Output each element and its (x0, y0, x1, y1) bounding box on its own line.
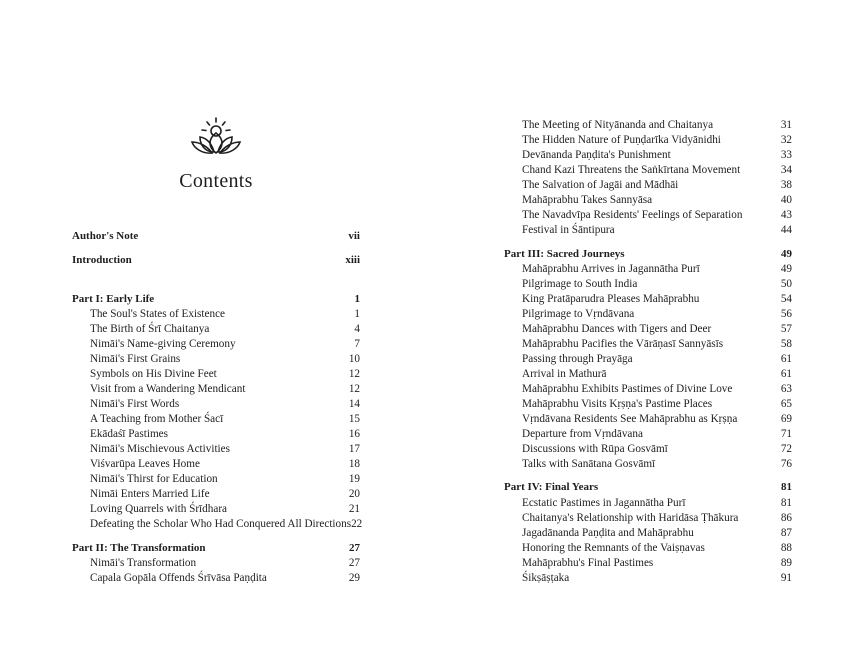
chapter-page: 54 (780, 293, 792, 305)
chapter-page: 4 (354, 323, 360, 335)
toc-chapter-entry[interactable] (522, 118, 792, 133)
chapter-label: The Salvation of Jagāi and Mādhāi (522, 179, 679, 191)
chapter-label: Mahāprabhu Pacifies the Vārāṇasī Sannyāsīs (522, 338, 724, 350)
part-page: 81 (781, 481, 792, 493)
toc-chapter-entry[interactable] (522, 367, 792, 382)
chapter-page: 12 (348, 368, 360, 380)
toc-chapter-entry[interactable] (522, 457, 792, 472)
part-title: Part IV: Final Years (504, 481, 599, 493)
toc-chapter-entry[interactable] (90, 427, 360, 442)
chapter-label: The Meeting of Nityānanda and Chaitanya (522, 119, 714, 131)
toc-chapter-entry[interactable] (522, 412, 792, 427)
toc-chapter-entry[interactable] (90, 502, 360, 517)
chapter-page: 63 (780, 383, 792, 395)
chapter-page: 34 (780, 164, 792, 176)
chapter-label: Pilgrimage to South India (522, 278, 638, 290)
toc-chapter-entry[interactable] (90, 397, 360, 412)
chapter-page: 86 (780, 512, 792, 524)
chapter-page: 81 (780, 497, 792, 509)
toc-chapter-entry[interactable] (90, 487, 360, 502)
part-title: Part II: The Transformation (72, 542, 206, 554)
chapter-page: 58 (780, 338, 792, 350)
chapter-label: The Birth of Śrī Chaitanya (90, 323, 210, 335)
toc-chapter-entry[interactable] (522, 322, 792, 337)
toc-chapter-entry[interactable] (522, 133, 792, 148)
toc-chapter-entry[interactable] (90, 442, 360, 457)
chapter-page: 31 (780, 119, 792, 131)
toc-chapter-entry[interactable] (522, 208, 792, 223)
chapter-label: Ekādaśī Pastimes (90, 428, 168, 440)
chapter-label: King Pratāparudra Pleases Mahāprabhu (522, 293, 700, 305)
toc-chapter-entry[interactable] (90, 307, 360, 322)
part-heading-3[interactable] (504, 247, 792, 262)
entry-label: Author's Note (72, 230, 139, 242)
chapter-page: 50 (780, 278, 792, 290)
chapter-label: Nimāi's Thirst for Education (90, 473, 218, 485)
chapter-page: 40 (780, 194, 792, 206)
chapter-label: Viśvarūpa Leaves Home (90, 458, 200, 470)
toc-chapter-entry[interactable] (522, 223, 792, 238)
chapter-label: Jagadānanda Paṇḍita and Mahāprabhu (522, 527, 694, 539)
toc-chapter-entry[interactable] (90, 472, 360, 487)
chapter-page: 12 (348, 383, 360, 395)
chapter-page: 1 (354, 308, 360, 320)
part-page: 49 (781, 248, 792, 260)
chapter-page: 22 (351, 518, 363, 530)
chapter-page: 15 (348, 413, 360, 425)
entry-page: vii (348, 230, 360, 242)
chapter-label: The Soul's States of Existence (90, 308, 225, 320)
toc-chapter-entry[interactable] (522, 148, 792, 163)
toc-chapter-entry[interactable] (522, 382, 792, 397)
contents-title: Contents (179, 170, 253, 192)
toc-chapter-entry[interactable] (522, 397, 792, 412)
toc-chapter-entry[interactable] (90, 367, 360, 382)
chapter-label: Mahāprabhu Exhibits Pastimes of Divine Love (522, 383, 733, 395)
chapter-label: A Teaching from Mother Śacī (90, 413, 224, 425)
chapter-label: The Navadvīpa Residents' Feelings of Separation (522, 209, 743, 221)
chapter-page: 71 (780, 428, 792, 440)
chapter-label: Passing through Prayāga (522, 353, 633, 365)
chapter-label: Mahāprabhu Takes Sannyāsa (522, 194, 653, 206)
chapter-label: Loving Quarrels with Śrīdhara (90, 503, 228, 515)
chapter-page: 69 (780, 413, 792, 425)
toc-chapter-entry[interactable] (522, 526, 792, 541)
part-title: Part I: Early Life (72, 293, 155, 305)
chapter-page: 89 (780, 557, 792, 569)
part-heading-2[interactable] (72, 541, 360, 556)
chapter-label: Devānanda Paṇḍita's Punishment (522, 149, 671, 161)
toc-chapter-entry[interactable] (522, 541, 792, 556)
chapter-page: 44 (780, 224, 792, 236)
toc-chapter-entry[interactable] (522, 163, 792, 178)
part-page: 27 (349, 542, 360, 554)
chapter-label: The Hidden Nature of Puṇḍarīka Vidyānidhi (522, 134, 721, 146)
toc-chapter-entry[interactable] (522, 178, 792, 193)
chapter-label: Vṛndāvana Residents See Mahāprabhu as Kṛṣṇa (522, 413, 738, 425)
entry-label: Introduction (72, 254, 132, 266)
chapter-label: Chand Kazi Threatens the Saṅkīrtana Movement (522, 164, 741, 176)
chapter-label: Nimāi Enters Married Life (90, 488, 210, 500)
chapter-page: 65 (780, 398, 792, 410)
toc-chapter-entry[interactable] (90, 517, 363, 532)
toc-chapter-entry[interactable] (522, 511, 792, 526)
entry-page: xiii (345, 254, 360, 266)
toc-chapter-entry[interactable] (522, 337, 792, 352)
chapter-label: Nimāi's Transformation (90, 557, 197, 569)
toc-chapter-entry[interactable] (522, 496, 792, 511)
chapter-page: 91 (780, 572, 792, 584)
chapter-page: 10 (348, 353, 360, 365)
chapter-label: Mahāprabhu Visits Kṛṣṇa's Pastime Places (522, 398, 713, 410)
chapter-page: 16 (348, 428, 360, 440)
toc-chapter-entry[interactable] (90, 322, 360, 337)
toc-entry-introduction[interactable] (72, 253, 360, 268)
chapter-label: Capala Gopāla Offends Śrīvāsa Paṇḍita (90, 572, 267, 584)
chapter-label: Discussions with Rūpa Gosvāmī (522, 443, 668, 455)
chapter-page: 32 (780, 134, 792, 146)
chapter-label: Nimāi's Mischievous Activities (90, 443, 230, 455)
chapter-page: 61 (780, 353, 792, 365)
toc-chapter-entry[interactable] (90, 571, 360, 586)
toc-entry-authors-note[interactable] (72, 229, 360, 244)
toc-chapter-entry[interactable] (522, 442, 792, 457)
toc-chapter-entry[interactable] (522, 292, 792, 307)
toc-chapter-entry[interactable] (90, 457, 360, 472)
chapter-label: Ecstatic Pastimes in Jagannātha Purī (522, 497, 686, 509)
chapter-page: 14 (348, 398, 360, 410)
right-page (432, 0, 864, 648)
chapter-label: Talks with Sanātana Gosvāmī (522, 458, 656, 470)
chapter-label: Nimāi's First Words (90, 398, 180, 410)
chapter-label: Mahāprabhu Dances with Tigers and Deer (522, 323, 712, 335)
toc-chapter-entry[interactable] (90, 352, 360, 367)
chapter-label: Chaitanya's Relationship with Haridāsa Ṭhākura (522, 512, 739, 524)
chapter-page: 17 (348, 443, 360, 455)
chapter-page: 27 (348, 557, 360, 569)
chapter-page: 76 (780, 458, 792, 470)
toc-chapter-entry[interactable] (90, 556, 360, 571)
toc-chapter-entry[interactable] (522, 307, 792, 322)
chapter-label: Honoring the Remnants of the Vaiṣṇavas (522, 542, 705, 554)
part-heading-1[interactable] (72, 292, 360, 307)
chapter-page: 18 (348, 458, 360, 470)
chapter-label: Symbols on His Divine Feet (90, 368, 217, 380)
chapter-page: 19 (348, 473, 360, 485)
chapter-label: Pilgrimage to Vṛndāvana (522, 308, 635, 320)
lotus-sun-icon (188, 116, 244, 156)
chapter-page: 33 (780, 149, 792, 161)
chapter-label: Defeating the Scholar Who Had Conquered All Directions (90, 518, 352, 530)
toc-chapter-entry[interactable] (90, 337, 360, 352)
part-title: Part III: Sacred Journeys (504, 248, 625, 260)
part-heading-4[interactable] (504, 480, 792, 495)
toc-chapter-entry[interactable] (522, 277, 792, 292)
chapter-label: Festival in Śāntipura (522, 224, 615, 236)
chapter-page: 88 (780, 542, 792, 554)
chapter-page: 7 (354, 338, 360, 350)
toc-chapter-entry[interactable] (90, 412, 360, 427)
toc-chapter-entry[interactable] (522, 427, 792, 442)
chapter-label: Śikṣāṣṭaka (522, 572, 570, 584)
chapter-label: Visit from a Wandering Mendicant (90, 383, 246, 395)
toc-chapter-entry[interactable] (522, 352, 792, 367)
chapter-page: 57 (780, 323, 792, 335)
chapter-page: 21 (348, 503, 360, 515)
chapter-page: 20 (348, 488, 360, 500)
chapter-label: Nimāi's Name-giving Ceremony (90, 338, 236, 350)
chapter-label: Arrival in Mathurā (522, 368, 607, 380)
chapter-label: Nimāi's First Grains (90, 353, 181, 365)
chapter-page: 38 (780, 179, 792, 191)
part-page: 1 (354, 293, 360, 305)
toc-chapter-entry[interactable] (522, 571, 792, 586)
chapter-page: 72 (780, 443, 792, 455)
chapter-page: 29 (348, 572, 360, 584)
chapter-page: 61 (780, 368, 792, 380)
toc-chapter-entry[interactable] (522, 262, 792, 277)
toc-chapter-entry[interactable] (90, 382, 360, 397)
chapter-label: Mahāprabhu Arrives in Jagannātha Purī (522, 263, 700, 275)
chapter-label: Mahāprabhu's Final Pastimes (522, 557, 654, 569)
chapter-page: 43 (780, 209, 792, 221)
chapter-page: 49 (780, 263, 792, 275)
chapter-page: 56 (780, 308, 792, 320)
chapter-label: Departure from Vṛndāvana (522, 428, 643, 440)
chapter-page: 87 (780, 527, 792, 539)
toc-chapter-entry[interactable] (522, 193, 792, 208)
toc-chapter-entry[interactable] (522, 556, 792, 571)
